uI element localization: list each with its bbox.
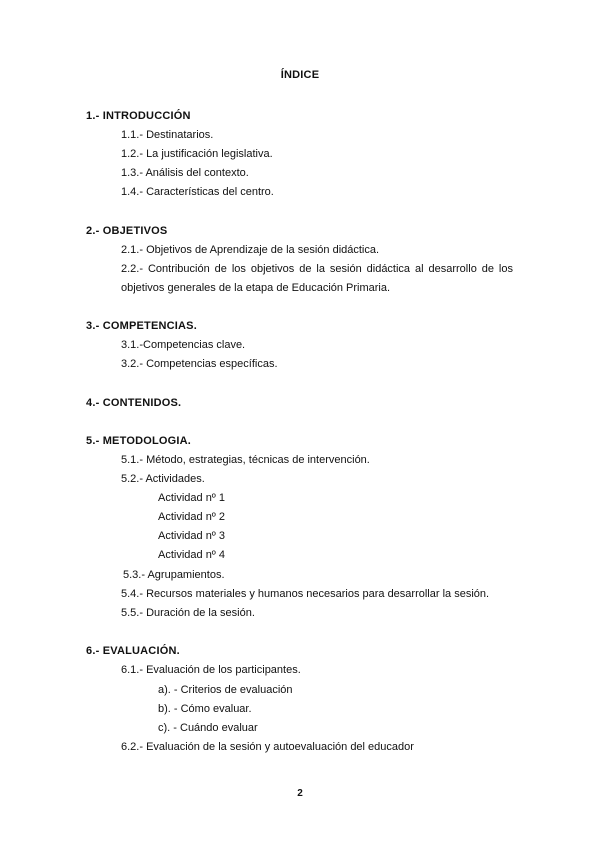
activity-item-4: Actividad nº 4 <box>158 549 225 561</box>
toc-item-3-2: 3.2.- Competencias específicas. <box>121 358 278 370</box>
toc-item-1-3: 1.3.- Análisis del contexto. <box>121 167 249 179</box>
subitem-a: a). - Criterios de evaluación <box>158 684 293 696</box>
toc-item-2-1: 2.1.- Objetivos de Aprendizaje de la sesión didáctica. <box>121 244 380 256</box>
activity-item-3: Actividad nº 3 <box>158 530 225 542</box>
section-heading-evaluacion: 6.- EVALUACIÓN. <box>86 645 180 657</box>
toc-item-5-2: 5.2.- Actividades. <box>121 473 205 485</box>
section-heading-objetivos: 2.- OBJETIVOS <box>86 225 168 237</box>
section-heading-metodologia: 5.- METODOLOGIA. <box>86 435 192 447</box>
toc-item-5-3: 5.3.- Agrupamientos. <box>123 569 225 581</box>
toc-item-1-1: 1.1.- Destinatarios. <box>121 129 214 141</box>
page-number: 2 <box>297 788 303 799</box>
toc-item-5-1: 5.1.- Método, estrategias, técnicas de intervención. <box>121 454 370 466</box>
toc-item-5-5: 5.5.- Duración de la sesión. <box>121 607 255 619</box>
toc-item-3-1: 3.1.-Competencias clave. <box>121 339 246 351</box>
activity-item-1: Actividad nº 1 <box>158 492 225 504</box>
subitem-c: c). - Cuándo evaluar <box>158 722 258 734</box>
page-title: ÍNDICE <box>280 69 320 81</box>
activity-item-2: Actividad nº 2 <box>158 511 225 523</box>
toc-item-5-4: 5.4.- Recursos materiales y humanos necesarios para desarrollar la sesión. <box>121 588 490 600</box>
section-heading-competencias: 3.- COMPETENCIAS. <box>86 320 197 332</box>
section-heading-contenidos: 4.- CONTENIDOS. <box>86 397 182 409</box>
subitem-b: b). - Cómo evaluar. <box>158 703 252 715</box>
section-heading-introduccion: 1.- INTRODUCCIÓN <box>86 110 191 122</box>
toc-item-1-4: 1.4.- Características del centro. <box>121 186 274 198</box>
toc-item-6-2: 6.2.- Evaluación de la sesión y autoevaluación del educador <box>121 741 414 753</box>
toc-item-1-2: 1.2.- La justificación legislativa. <box>121 148 273 160</box>
toc-item-6-1: 6.1.- Evaluación de los participantes. <box>121 664 301 676</box>
toc-item-2-2: 2.2.- Contribución de los objetivos de la sesión didáctica al desarrollo de los objetivos generales de la etapa de Educación Primaria. <box>121 263 513 294</box>
